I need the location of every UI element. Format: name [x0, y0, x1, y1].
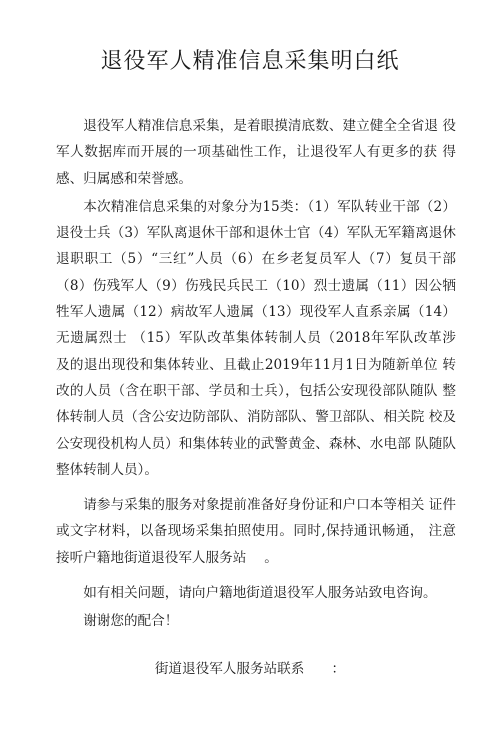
paragraph-intro: 退役军人精准信息采集，是着眼摸清底数、建立健全全省退 役军人数据库而开展的一项基础性工作，让退役军人有更多的获 得感、归属感和荣誉感。: [56, 118, 456, 187]
paragraph-inquiry: 如有相关问题，请向户籍地街道退役军人服务站致电咨询。: [83, 585, 437, 602]
paragraph-thanks: 谢谢您的配合！: [83, 613, 179, 630]
document-body: [56, 113, 456, 635]
paragraph-preparation: 请参与采集的服务对象提前准备好身份证和户口本等相关 证件或文字材料，以备现场采集拍照使用。同时,保持通讯畅通， 注意接听户籍地街道退役军人服务站 。: [56, 497, 456, 566]
document-title: 退役军人精准信息采集明白纸: [100, 49, 400, 74]
service-station-contact: 街道退役军人服务站联系 ：: [154, 661, 346, 677]
paragraph-collection-targets: 本次精准信息采集的对象分为15类：（1）军队转业干部（2）退役士兵（3）军队离退休干部和退休士官（4）军队无军籍离退休退职职工（5）“三红”人员（6）在乡老复员军人（7）复员干部（8）伤残军人（9）伤残民兵民工（10）烈士遗属（11）因公牺牲军人遗属（12）病故军人遗属（13）现役军人直系亲属（14）无遗属烈士 （15）军队改革集体转制人员（2018年军队改革涉 及的退出现役和集体转业、且截止2019年11月1日为随新单位 转改的人员（含在职干部、学员和士兵），包括公安现役部队随队 整体转制人员（含公安边防部队、消防部队、警卫部队、相关院 校及公安现役机构人员）和集体转业的武警黄金、森林、水电部 队随队整体转制人员）。: [56, 198, 456, 478]
